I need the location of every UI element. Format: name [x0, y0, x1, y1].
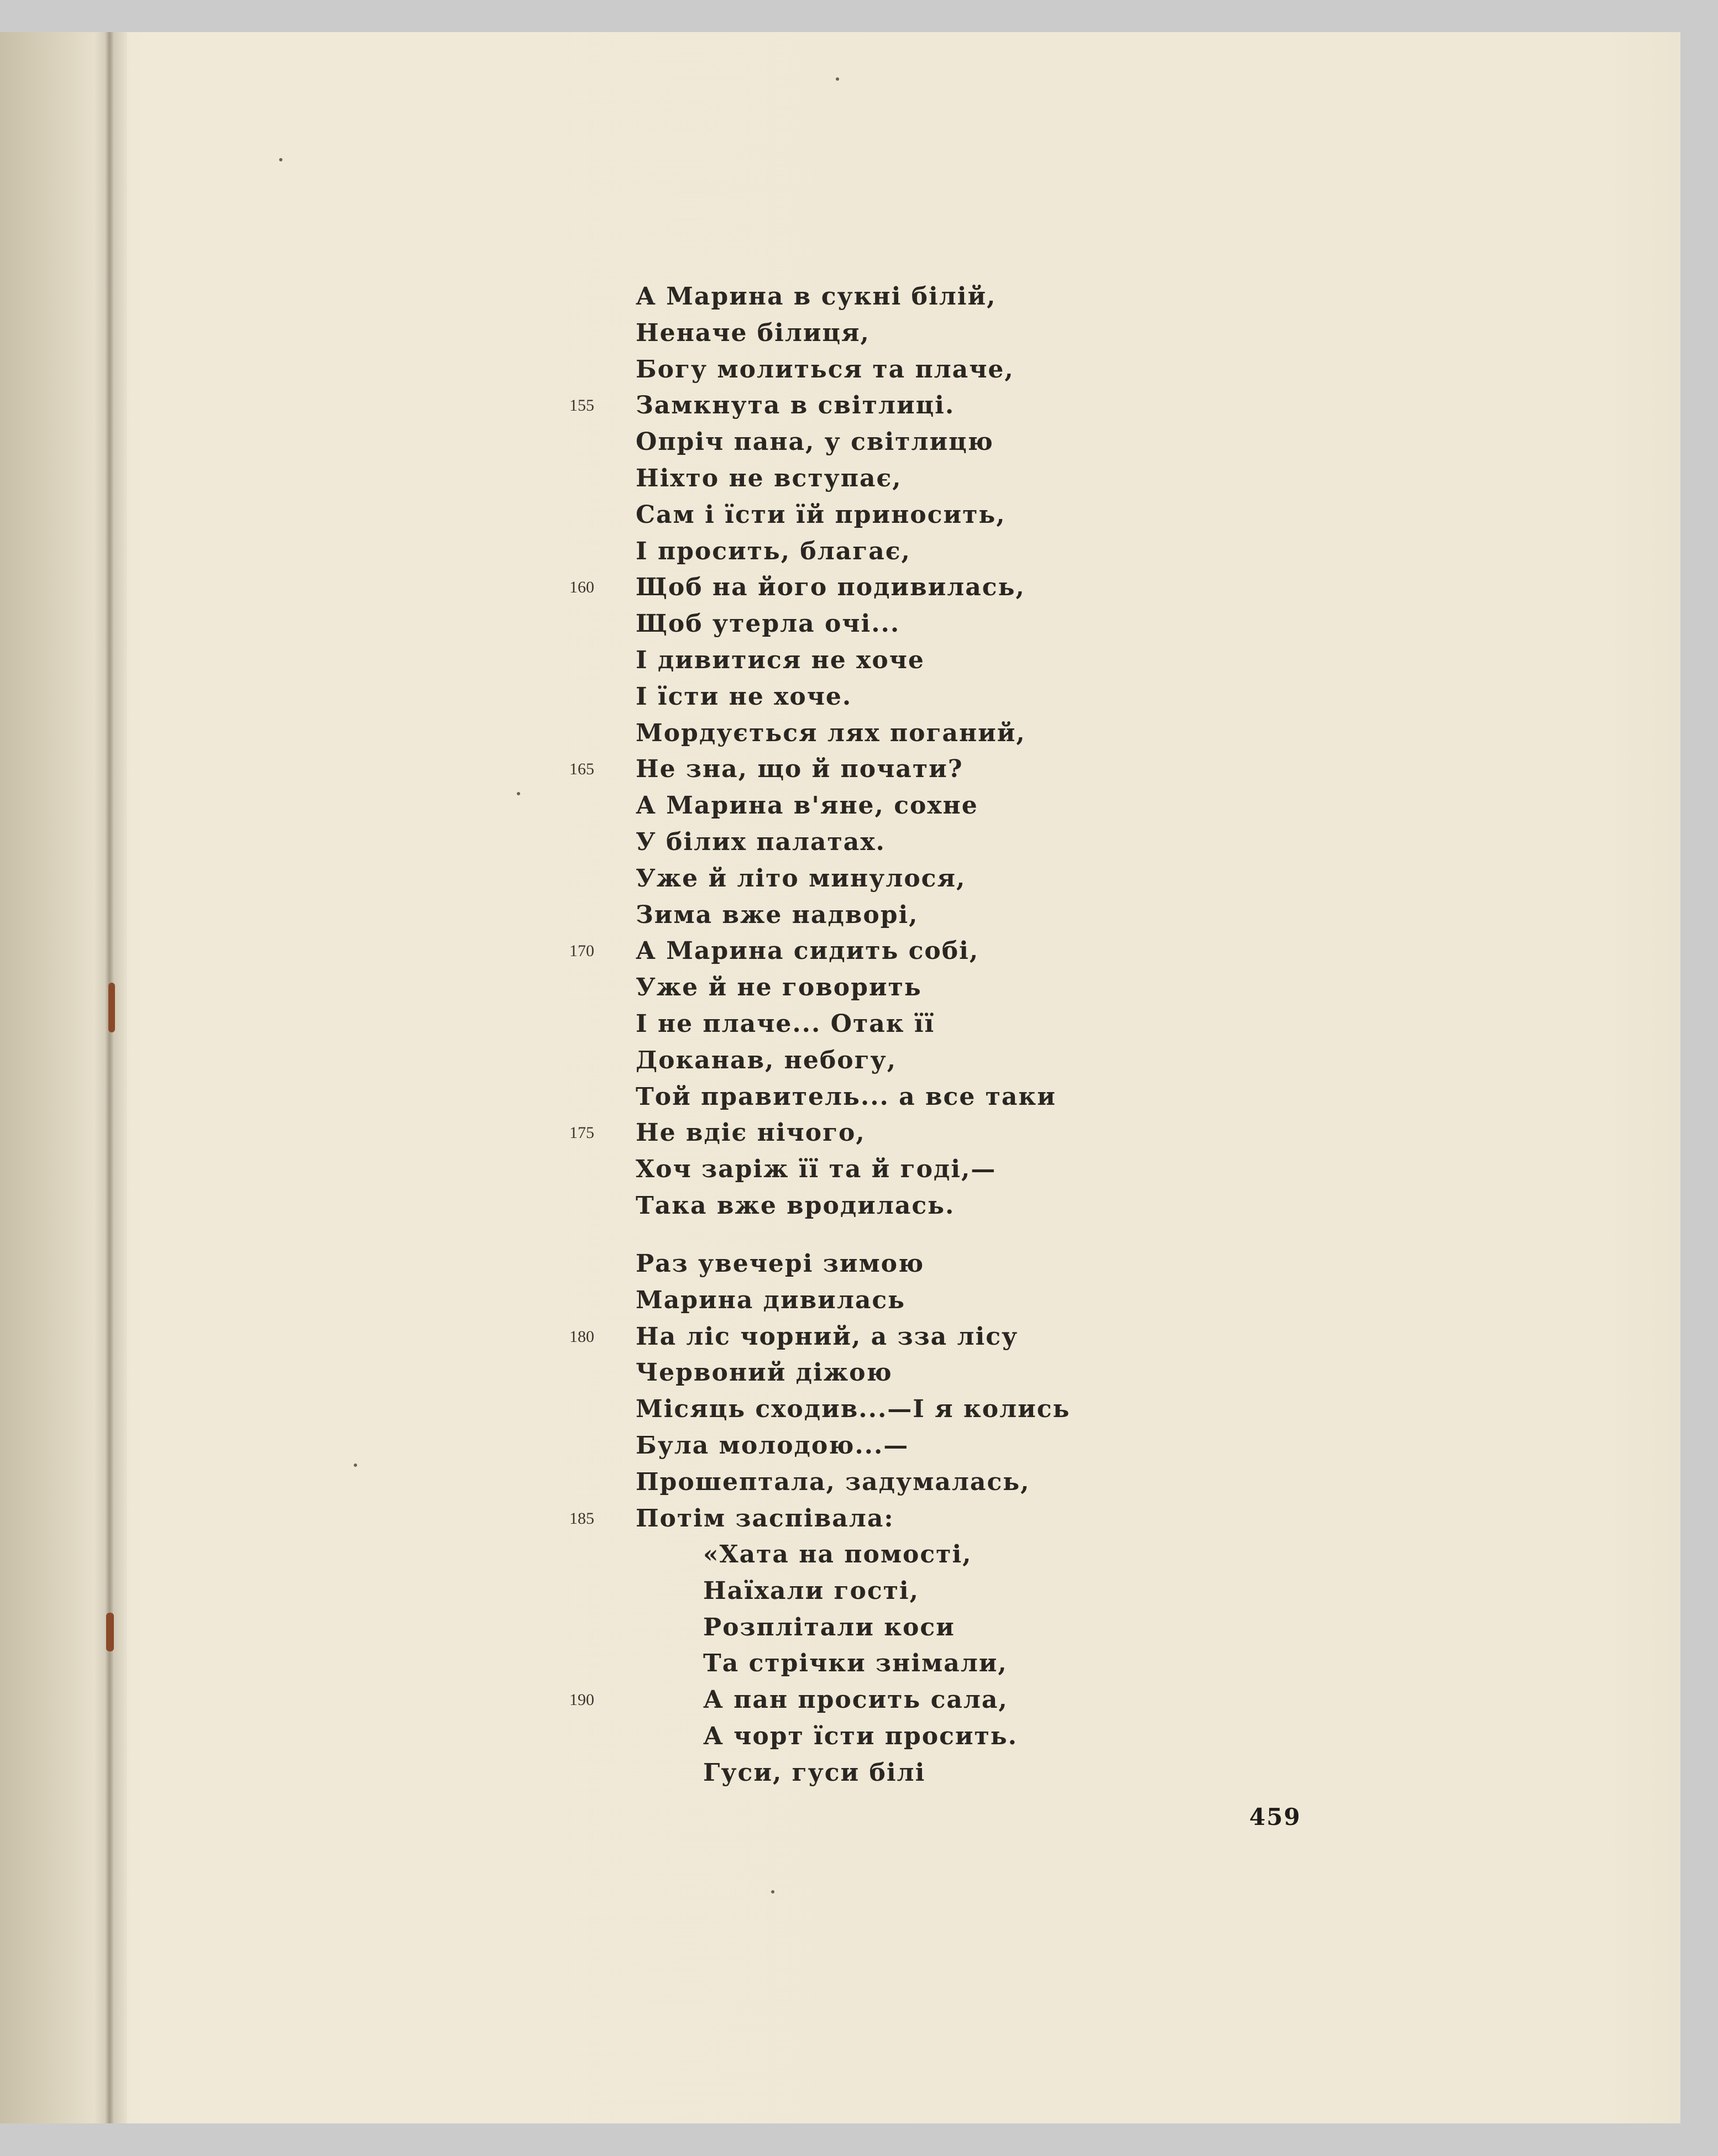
poem-line: Щоб на його подивилась, [636, 573, 1025, 601]
poem-line: Сам і їсти їй приносить, [636, 501, 1006, 529]
poem-line: Не зна, що й почати? [636, 755, 963, 783]
poem-line: Не вдіє нічого, [636, 1119, 866, 1147]
poem-line: Раз увечері зимою [636, 1250, 925, 1278]
poem-line: Уже й літо минулося, [636, 864, 966, 893]
poem-line: І не плаче... Отак її [636, 1010, 935, 1038]
line-number: 190 [569, 1691, 594, 1709]
poem-line: Наїхали гості, [703, 1577, 919, 1605]
poem-line: Гуси, гуси білі [703, 1759, 926, 1787]
poem-line: Розплітали коси [703, 1613, 955, 1641]
poem-line: Неначе білиця, [636, 319, 870, 347]
poem-line: Місяць сходив...—І я колись [636, 1395, 1071, 1423]
poem-line: Той правитель... а все таки [636, 1083, 1056, 1111]
poem-line: А Марина в'яне, сохне [636, 791, 978, 820]
poem-text [0, 32, 1680, 2123]
poem-line: Така вже вродилась. [636, 1192, 955, 1220]
line-number: 185 [569, 1509, 594, 1528]
poem-line: А чорт їсти просить. [703, 1722, 1018, 1750]
page-number: 459 [1249, 1803, 1301, 1830]
poem-line: Потім заспівала: [636, 1504, 894, 1533]
poem-line: Червоний діжою [636, 1358, 893, 1387]
poem-line: Хоч заріж її та й годі,— [636, 1155, 997, 1183]
poem-line: Замкнута в світлиці. [636, 391, 955, 419]
poem-line: Доканав, небогу, [636, 1046, 897, 1074]
poem-line: А Марина сидить собі, [636, 937, 980, 965]
line-number: 175 [569, 1124, 594, 1142]
poem-line: Уже й не говорить [636, 973, 922, 1001]
poem-line: Марина дивилась [636, 1286, 906, 1314]
poem-line: Та стрічки знімали, [703, 1649, 1008, 1677]
poem-line: А Марина в сукні білій, [636, 282, 997, 311]
poem-line: І дивитися не хоче [636, 646, 925, 674]
poem-line: І просить, благає, [636, 537, 911, 565]
line-number: 160 [569, 578, 594, 596]
line-number: 180 [569, 1328, 594, 1346]
line-number: 165 [569, 760, 594, 778]
poem-line: Щоб утерла очі... [636, 610, 900, 638]
poem-line: «Хата на помості, [703, 1540, 972, 1569]
line-number: 170 [569, 942, 594, 960]
poem-line: А пан просить сала, [703, 1686, 1008, 1714]
poem-line: Зима вже надворі, [636, 901, 919, 929]
poem-line: На ліс чорний, а зза лісу [636, 1323, 1019, 1351]
poem-line: Була молодою...— [636, 1431, 909, 1460]
poem-line: І їсти не хоче. [636, 683, 852, 711]
line-number: 155 [569, 396, 594, 415]
poem-line: Опріч пана, у світлицю [636, 428, 994, 456]
poem-line: Мордується лях поганий, [636, 719, 1026, 747]
poem-line: Прошептала, задумалась, [636, 1468, 1030, 1496]
poem-line: Ніхто не вступає, [636, 464, 902, 492]
poem-line: Богу молиться та плаче, [636, 355, 1014, 384]
poem-line: У білих палатах. [636, 828, 886, 856]
book-page [0, 32, 1680, 2123]
